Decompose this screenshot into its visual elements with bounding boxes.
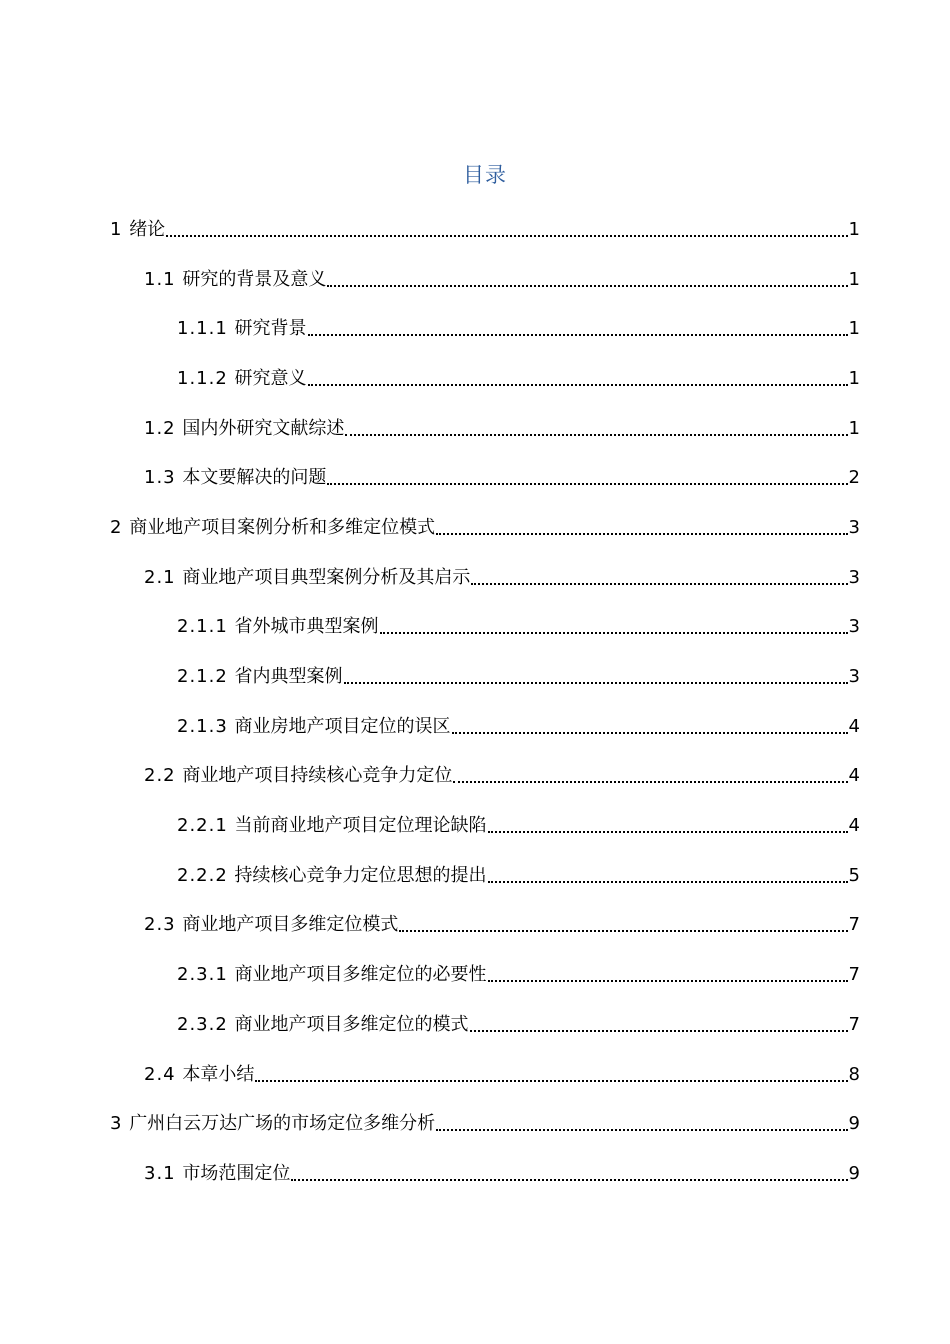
toc-entry-page: 4 (848, 815, 860, 837)
toc-entry-2-1-1[interactable] (0, 603, 860, 653)
toc-entry-label (144, 913, 398, 937)
toc-entry-label (144, 268, 326, 292)
toc-entry-label (177, 615, 379, 639)
toc-entry-label (144, 566, 470, 590)
toc-entry-text: 研究的背景及意义 (182, 268, 327, 290)
toc-entry-page: 3 (848, 516, 860, 538)
toc-entry-page: 3 (848, 616, 860, 638)
dot-leader (380, 632, 848, 634)
dot-leader (436, 1129, 847, 1131)
toc-entry-page: 7 (848, 964, 860, 986)
toc-entry-label (110, 1112, 435, 1136)
toc-entry-2-1[interactable] (0, 553, 860, 603)
dot-leader (345, 434, 847, 436)
toc-entry-label (177, 1013, 469, 1037)
toc-entry-text: 广州白云万达广场的市场定位多维分析 (129, 1113, 436, 1135)
dot-leader (452, 732, 848, 734)
toc-entry-page: 1 (848, 268, 860, 290)
dot-leader (327, 483, 847, 485)
toc-entry-label (110, 218, 165, 242)
toc-entry-1-1-2[interactable] (0, 354, 860, 404)
toc-entry-number: 1.1.2 (177, 367, 235, 389)
toc-entry-text: 持续核心竞争力定位思想的提出 (234, 864, 487, 886)
toc-entry-text: 市场范围定位 (182, 1162, 291, 1184)
dot-leader (471, 583, 847, 585)
toc-entry-page: 7 (848, 1013, 860, 1035)
toc-entry-page: 4 (848, 765, 860, 787)
toc-entry-1-3[interactable] (0, 453, 860, 503)
toc-entry-number: 2.3.1 (177, 964, 235, 986)
dot-leader (399, 930, 847, 932)
toc-entry-text: 研究背景 (234, 318, 307, 340)
toc-entry-text: 商业地产项目案例分析和多维定位模式 (129, 516, 436, 538)
toc-entry-page: 1 (848, 417, 860, 439)
toc-entry-text: 当前商业地产项目定位理论缺陷 (234, 815, 487, 837)
toc-entry-number: 1.1 (144, 268, 183, 290)
toc-entry-text: 商业地产项目持续核心竞争力定位 (182, 765, 453, 787)
toc-entry-text: 商业地产项目典型案例分析及其启示 (182, 566, 471, 588)
toc-entry-label (144, 1063, 254, 1087)
toc-entry-number: 3.1 (144, 1162, 183, 1184)
toc-entry-2[interactable] (0, 503, 860, 553)
toc-entry-1-1[interactable] (0, 255, 860, 305)
toc-entry-number: 2 (110, 516, 130, 538)
toc-entry-number: 2.1 (144, 566, 183, 588)
toc-entry-page: 3 (848, 566, 860, 588)
toc-entry-text: 商业地产项目多维定位模式 (182, 914, 399, 936)
toc-entry-label (144, 417, 344, 441)
toc-entry-2-3-2[interactable] (0, 1000, 860, 1050)
toc-entry-label (177, 715, 451, 739)
toc-entry-label (177, 864, 487, 888)
toc-entry-page: 2 (848, 467, 860, 489)
toc-entry-page: 1 (848, 318, 860, 340)
toc-entry-page: 9 (848, 1113, 860, 1135)
dot-leader (327, 285, 847, 287)
toc-entry-3-1[interactable] (0, 1149, 860, 1199)
toc-entry-page: 5 (848, 864, 860, 886)
toc-entry-number: 2.4 (144, 1063, 183, 1085)
toc-entry-page: 9 (848, 1162, 860, 1184)
toc-entry-number: 1.2 (144, 417, 183, 439)
toc-entry-number: 2.3 (144, 914, 183, 936)
toc-entry-2-2[interactable] (0, 752, 860, 802)
dot-leader (470, 1030, 848, 1032)
toc-entry-3[interactable] (0, 1099, 860, 1149)
toc-entry-number: 2.2.2 (177, 864, 235, 886)
toc-entry-number: 1.1.1 (177, 318, 235, 340)
toc-entry-text: 研究意义 (234, 367, 307, 389)
toc-entry-2-4[interactable] (0, 1050, 860, 1100)
toc-entry-page: 1 (848, 367, 860, 389)
toc-entry-number: 2.1.1 (177, 616, 235, 638)
dot-leader (255, 1080, 847, 1082)
toc-entry-label (177, 814, 487, 838)
toc-entry-number: 3 (110, 1113, 130, 1135)
toc-entry-1-2[interactable] (0, 404, 860, 454)
toc-entry-number: 1.3 (144, 467, 183, 489)
toc-title: 目录 (463, 163, 507, 187)
dot-leader (488, 831, 848, 833)
dot-leader (308, 334, 848, 336)
dot-leader (166, 235, 847, 237)
toc-entry-1-1-1[interactable] (0, 304, 860, 354)
toc-entry-label (177, 665, 343, 689)
toc-entry-text: 商业地产项目多维定位的必要性 (234, 964, 487, 986)
toc-entry-label (144, 764, 452, 788)
toc-entry-2-1-3[interactable] (0, 702, 860, 752)
dot-leader (488, 980, 848, 982)
toc-entry-number: 1 (110, 218, 130, 240)
toc-entry-2-1-2[interactable] (0, 652, 860, 702)
toc-entry-text: 本文要解决的问题 (182, 467, 327, 489)
toc-entry-number: 2.1.3 (177, 715, 235, 737)
toc-entry-label (177, 963, 487, 987)
dot-leader (436, 533, 847, 535)
toc-entry-label (177, 367, 307, 391)
toc-entry-1[interactable] (0, 205, 860, 255)
toc-entry-page: 7 (848, 914, 860, 936)
dot-leader (291, 1179, 847, 1181)
toc-entry-2-2-2[interactable] (0, 851, 860, 901)
toc-list (0, 205, 950, 1199)
toc-entry-text: 本章小结 (182, 1063, 255, 1085)
toc-entry-page: 3 (848, 666, 860, 688)
toc-entry-text: 省外城市典型案例 (234, 616, 379, 638)
toc-entry-label (144, 466, 326, 490)
toc-entry-page: 4 (848, 715, 860, 737)
toc-entry-label (110, 516, 435, 540)
toc-entry-text: 商业地产项目多维定位的模式 (234, 1013, 469, 1035)
toc-entry-page: 8 (848, 1063, 860, 1085)
toc-entry-number: 2.2 (144, 765, 183, 787)
toc-entry-text: 省内典型案例 (234, 666, 343, 688)
toc-entry-2-2-1[interactable] (0, 801, 860, 851)
toc-entry-2-3[interactable] (0, 901, 860, 951)
dot-leader (488, 881, 848, 883)
toc-entry-2-3-1[interactable] (0, 950, 860, 1000)
dot-leader (453, 781, 847, 783)
toc-entry-label (177, 317, 307, 341)
toc-entry-text: 绪论 (129, 218, 166, 240)
toc-entry-text: 商业房地产项目定位的误区 (234, 715, 451, 737)
dot-leader (308, 384, 848, 386)
toc-entry-page: 1 (848, 218, 860, 240)
toc-entry-text: 国内外研究文献综述 (182, 417, 345, 439)
toc-entry-number: 2.1.2 (177, 666, 235, 688)
toc-entry-number: 2.2.1 (177, 815, 235, 837)
dot-leader (344, 682, 848, 684)
toc-entry-number: 2.3.2 (177, 1013, 235, 1035)
toc-entry-label (144, 1162, 290, 1186)
